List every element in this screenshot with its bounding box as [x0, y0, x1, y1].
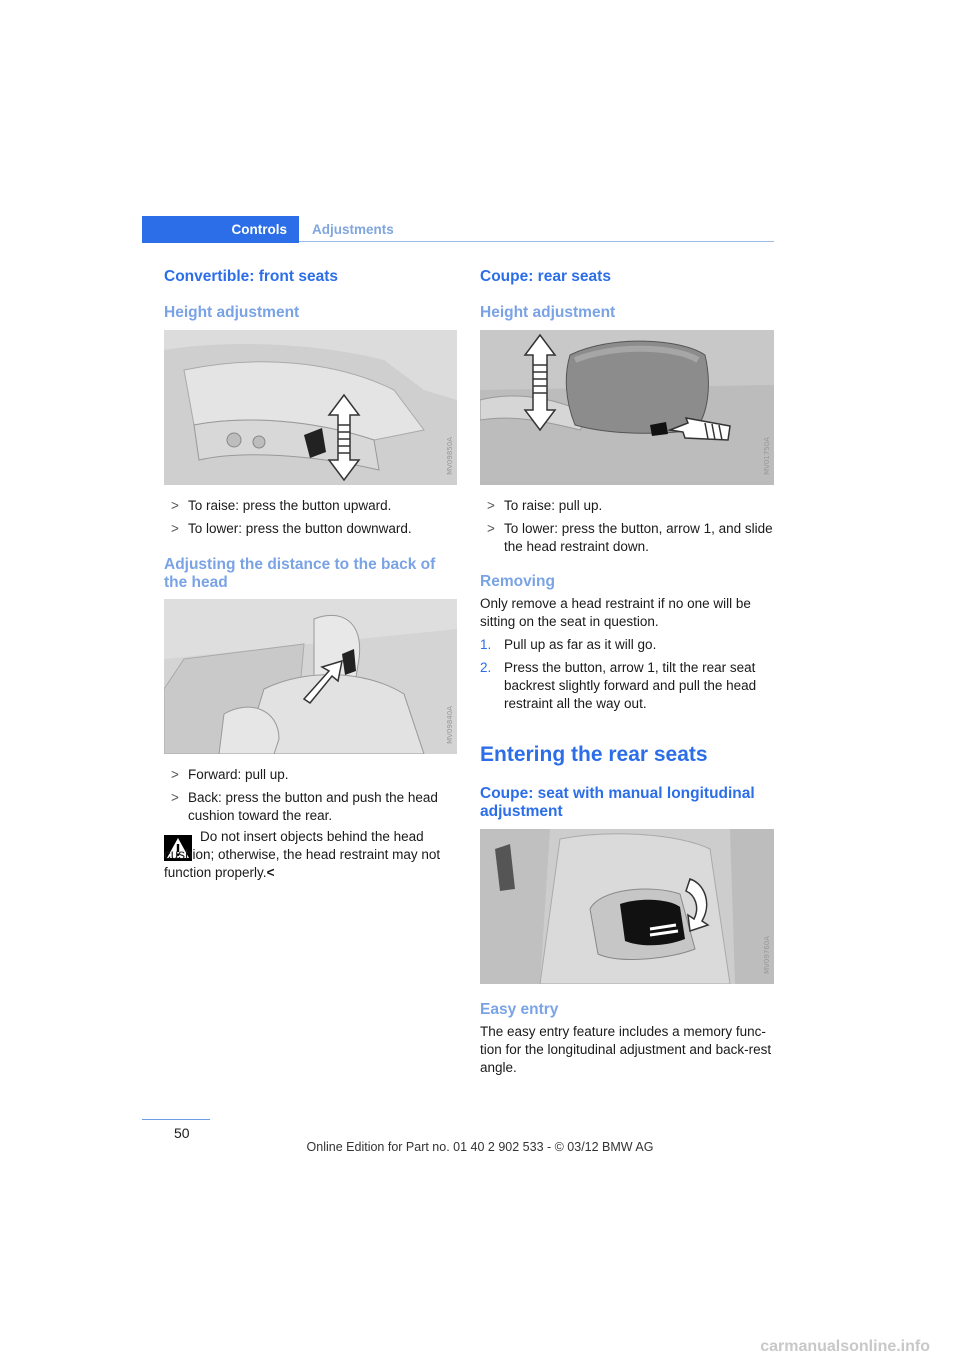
section-tab: [142, 216, 299, 243]
bullet-marker: >: [171, 498, 179, 513]
height-adjustment-list: [164, 497, 457, 543]
page-header: [142, 216, 774, 243]
list-item: > To raise: press the button upward.: [171, 498, 392, 513]
step-number: 1.: [480, 637, 492, 652]
list-item: > To lower: press the button downward.: [171, 521, 412, 536]
figure-code: MV09840A: [446, 706, 454, 744]
footer-edition: Online Edition for Part no. 01 40 2 902 533 - © 03/12 BMW AG: [306, 1140, 654, 1154]
page-number-rule: [142, 1119, 210, 1120]
end-mark: <: [266, 865, 275, 880]
rear-height-adjustment-heading: Height adjustment: [480, 304, 616, 321]
seat-height-figure: [164, 330, 457, 485]
subsection-label: Adjustments: [312, 222, 394, 237]
watermark: carmanualsonline.info: [760, 1338, 930, 1355]
distance-heading: Adjusting the distance to the back of the head: [164, 556, 436, 591]
manual-adjustment-figure: [480, 829, 774, 984]
bullet-marker: >: [487, 498, 495, 513]
step-number: 2.: [480, 660, 492, 675]
removing-steps: [480, 636, 774, 718]
bullet-marker: >: [487, 521, 495, 536]
list-item: > To lower: press the button, arrow 1, and slide the head restraint down.: [487, 521, 773, 554]
list-item: 2. Press the button, arrow 1, tilt the rear seat backrest slightly forward and pull the head restraint all the way out.: [480, 660, 757, 711]
header-rule: [299, 241, 774, 242]
coupe-rear-seats-heading: Coupe: rear seats: [480, 268, 611, 285]
list-item: 1. Pull up as far as it will go.: [480, 637, 657, 652]
bullet-marker: >: [171, 767, 179, 782]
distance-list: [164, 766, 457, 830]
warning-text: Do not insert objects behind the head cushion; otherwise, the head restraint may not function properly.<: [164, 829, 441, 880]
removing-heading: Removing: [480, 573, 555, 590]
coupe-manual-adjustment-heading: Coupe: seat with manual longitudinal adjustment: [480, 785, 755, 820]
height-adjustment-heading: Height adjustment: [164, 304, 300, 321]
figure-code: MV09850A: [446, 437, 454, 475]
figure-code: MV01750A: [763, 437, 771, 475]
rear-height-list: [480, 497, 774, 561]
section-label: Controls: [231, 222, 287, 237]
easy-entry-text: The easy entry feature includes a memory func-tion for the longitudinal adjustment and back-rest angle.: [480, 1024, 772, 1075]
list-item: > Back: press the button and push the head cushion toward the rear.: [171, 790, 438, 823]
bullet-marker: >: [171, 790, 179, 805]
list-item: > To raise: pull up.: [487, 498, 603, 513]
list-item: > Forward: pull up.: [171, 767, 289, 782]
page-number: 50: [174, 1125, 190, 1141]
bullet-marker: >: [171, 521, 179, 536]
rear-head-restraint-figure: [480, 330, 774, 485]
convertible-front-seats-heading: Convertible: front seats: [164, 268, 338, 285]
head-restraint-distance-figure: [164, 599, 457, 754]
removing-intro: Only remove a head restraint if no one will be sitting on the seat in question.: [480, 596, 751, 629]
figure-code: MV09760A: [763, 936, 771, 974]
entering-rear-seats-heading: Entering the rear seats: [480, 743, 708, 766]
easy-entry-heading: Easy entry: [480, 1001, 559, 1018]
